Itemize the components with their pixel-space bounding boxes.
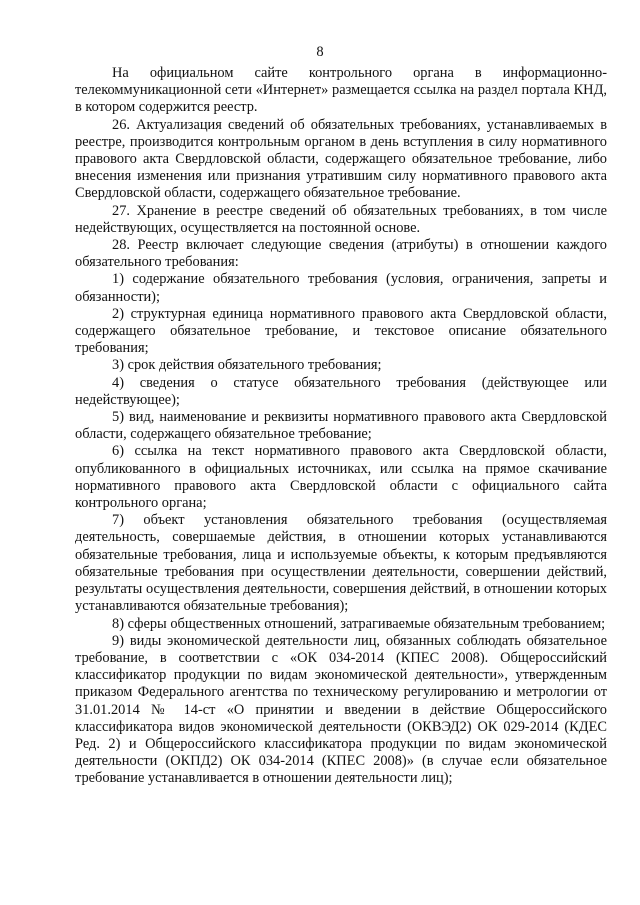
- list-item-2-structural-unit: 2) структурная единица нормативного правового акта Свердловской области, содержащего обязательное требование, и текстовое описание обязательного требования;: [75, 305, 607, 357]
- list-item-5-act-details: 5) вид, наименование и реквизиты нормативного правового акта Свердловской области, содержащего обязательное требование;: [75, 409, 607, 443]
- list-item-8-spheres: 8) сферы общественных отношений, затрагиваемые обязательным требованием;: [112, 615, 606, 632]
- list-item-6-text-link: 6) ссылка на текст нормативного правового акта Свердловской области, опубликованного в официальных источниках, или ссылка на прямое скачивание нормативного правового акта Свердловской области с официального сайта контрольного органа;: [75, 443, 607, 512]
- list-item-7-object: 7) объект установления обязательного требования (осуществляемая деятельность, совершаемые действия, в отношении которых устанавливаются обязательные требования, лица и используемые объекты, к которым предъявляются обязательные требования при осуществлении деятельности, совершении действий, результаты осуществления деятельности, совершения действий, в отношении которых устанавливаются обязательные требования);: [75, 512, 607, 615]
- paragraph-26-actualization: 26. Актуализация сведений об обязательных требованиях, устанавливаемых в реестре, производится контрольным органом в день вступления в силу нормативного правового акта Свердловской области, содержащего обязательное требование, либо внесения изменения или признания утратившим силу нормативного правового акта Свердловской области, содержащего обязательное требование.: [75, 116, 607, 202]
- list-item-3-validity-period: 3) срок действия обязательного требования;: [112, 357, 382, 374]
- list-item-4-status: 4) сведения о статусе обязательного требования (действующее или недействующее);: [75, 374, 607, 408]
- page-number: 8: [316, 44, 324, 60]
- list-item-9-activity-types: 9) виды экономической деятельности лиц, обязанных соблюдать обязательное требование, в соответствии с «ОК 034-2014 (КПЕС 2008). Общероссийский классификатор продукции по видам экономической деятельности», утвержденным приказом Федерального агентства по техническому регулированию и метрологии от 31.01.2014 № 14-ст «О принятии и введении в действие Общероссийского классификатора видов экономической деятельности (ОКВЭД2) ОК 029-2014 (КДЕС Ред. 2) и Общероссийского классификатора продукции по видам экономической деятельности (ОКПД2) ОК 034-2014 (КПЕС 2008)» (в случае если обязательное требование устанавливается в отношении деятельности лиц);: [75, 632, 607, 787]
- paragraph-27-storage: 27. Хранение в реестре сведений об обязательных требованиях, в том числе недействующих, осуществляется на постоянной основе.: [75, 202, 607, 236]
- paragraph-28-registry-attributes: 28. Реестр включает следующие сведения (атрибуты) в отношении каждого обязательного требования:: [75, 237, 607, 271]
- paragraph-portal-link: На официальном сайте контрольного органа в информационно-телекоммуникационной сети «Интернет» размещается ссылка на раздел портала КНД, в котором содержится реестр.: [75, 65, 607, 116]
- document-body: [75, 65, 607, 788]
- list-item-1-content: 1) содержание обязательного требования (условия, ограничения, запреты и обязанности);: [75, 271, 607, 305]
